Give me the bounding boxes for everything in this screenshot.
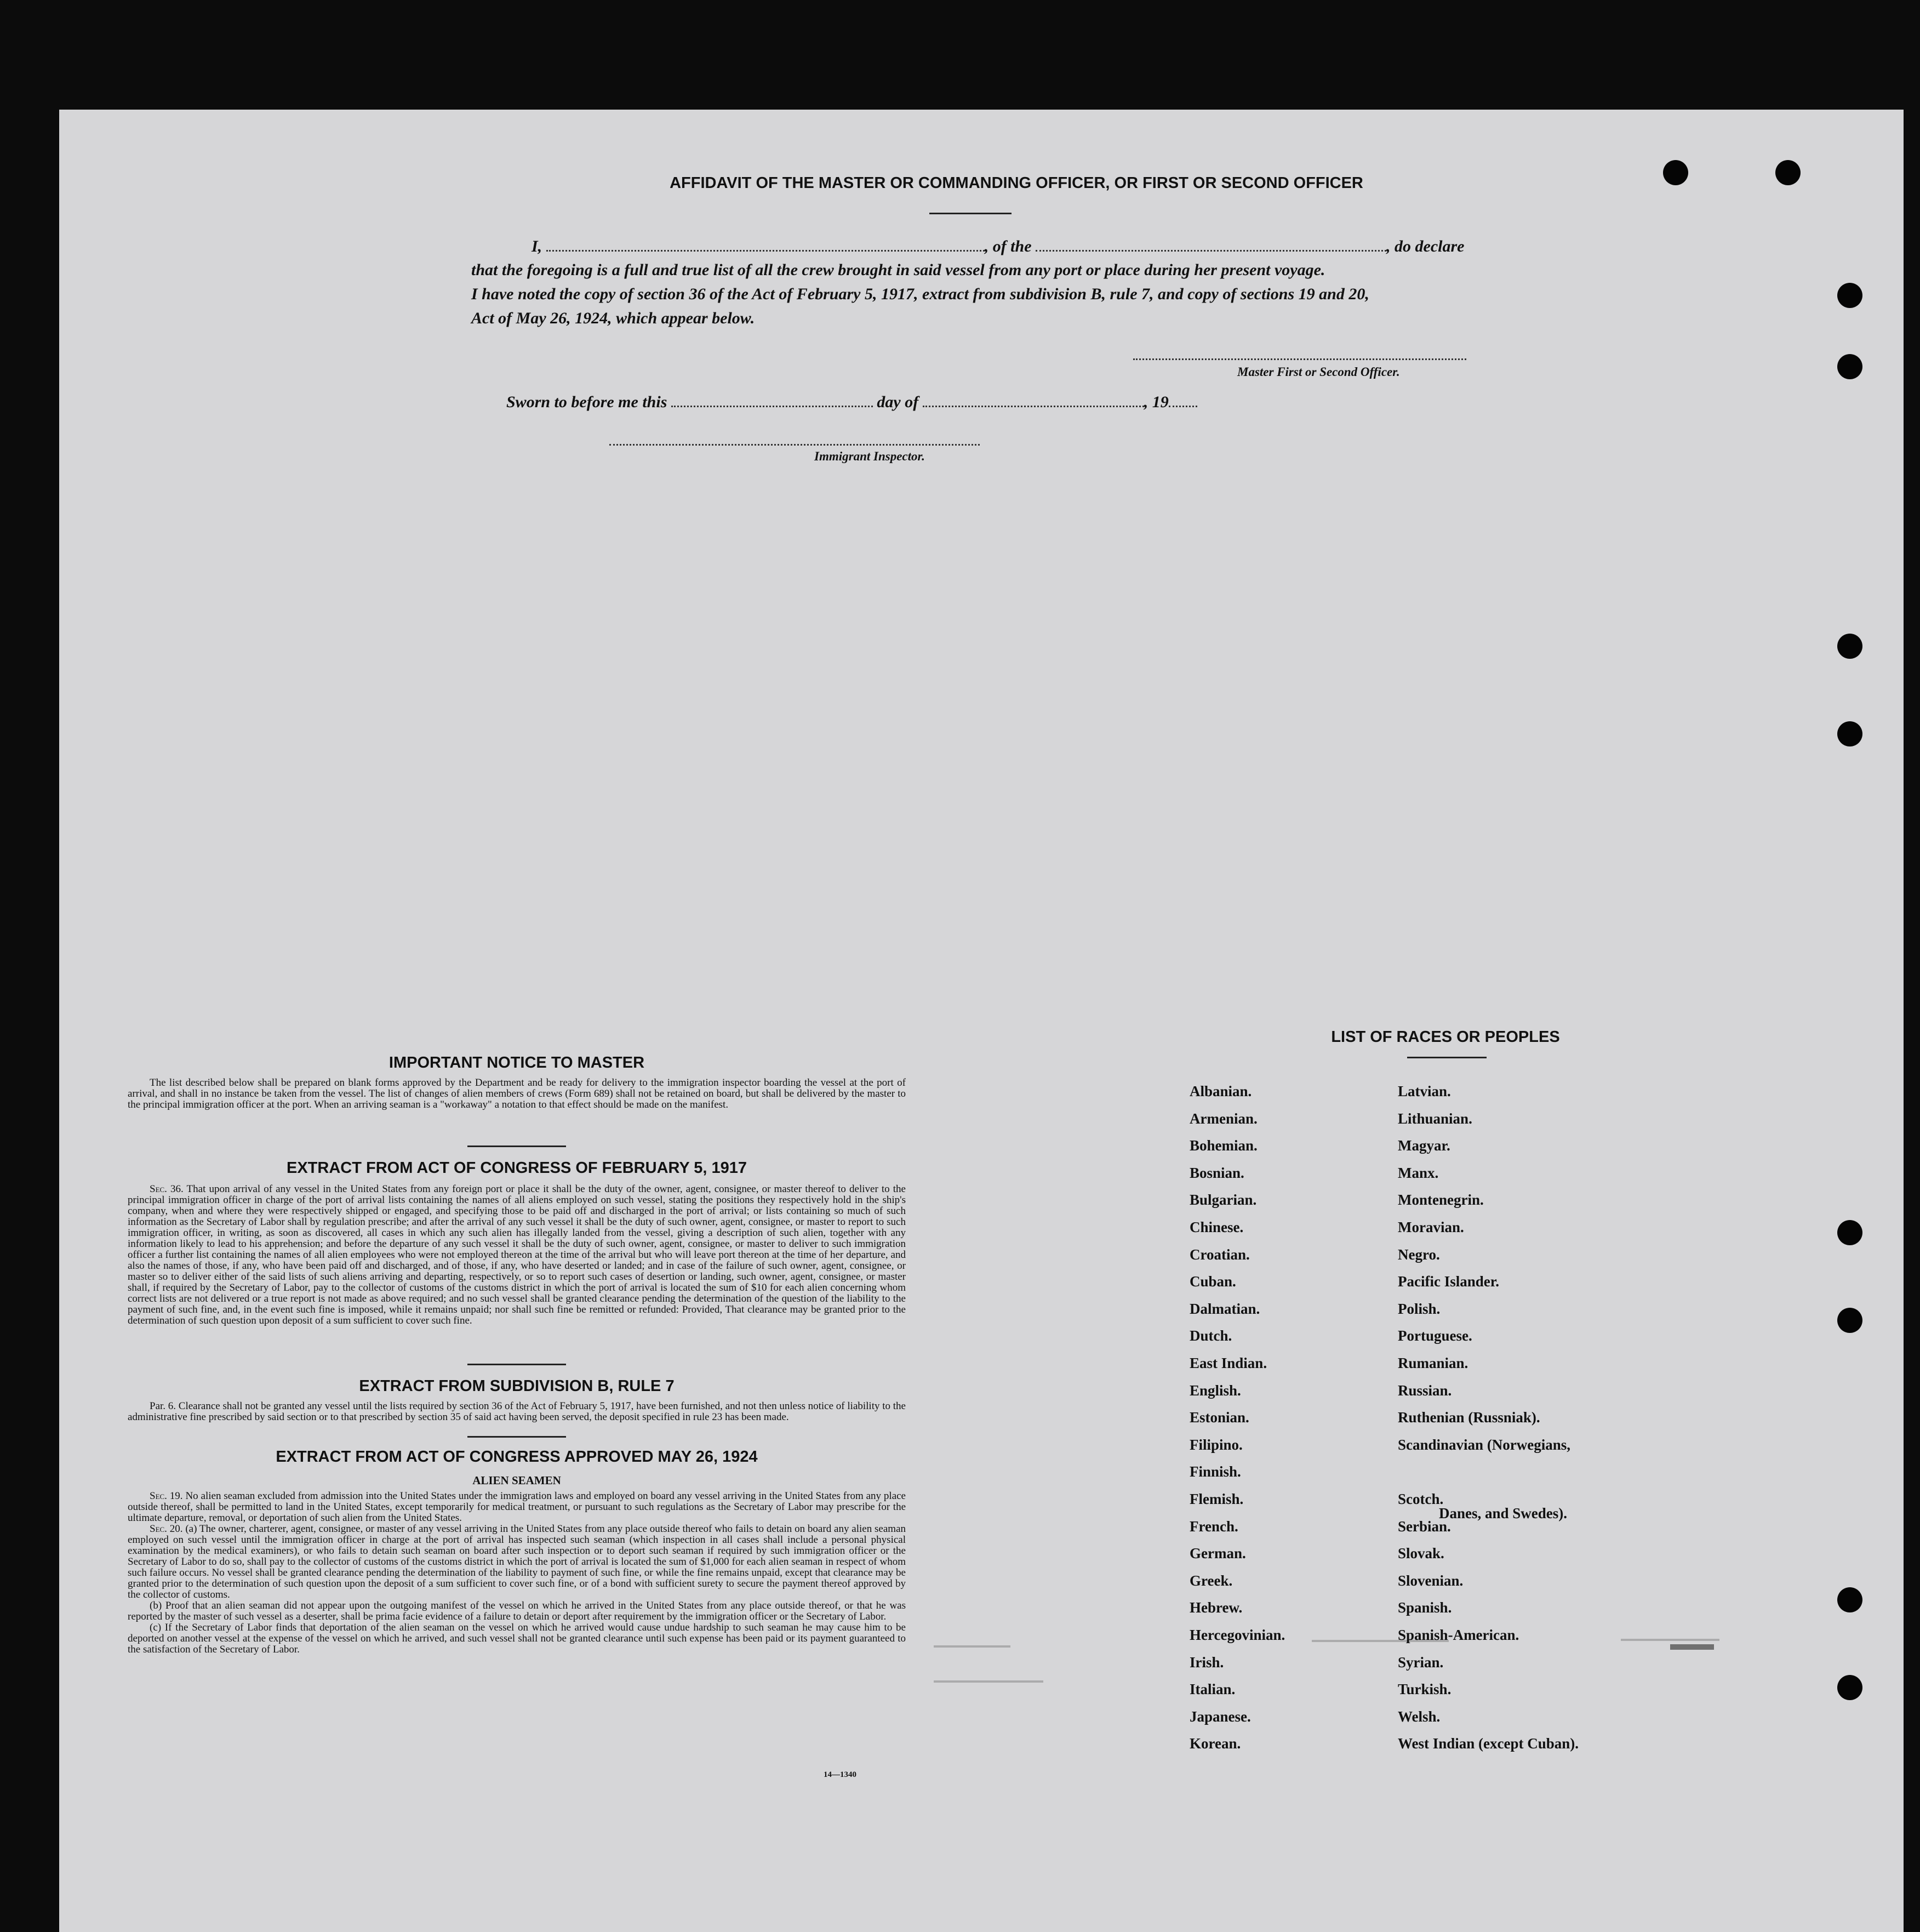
extract-1917-text — [128, 1184, 906, 1326]
race-item: Ruthenian (Russniak). — [1398, 1409, 1540, 1426]
races-title: LIST OF RACES OR PEOPLES — [1331, 1028, 1560, 1046]
race-item: Turkish. — [1398, 1681, 1452, 1697]
bleed-through-scribble — [1670, 1644, 1714, 1650]
race-item: Chinese. — [1190, 1219, 1244, 1235]
race-item: Dutch. — [1190, 1327, 1232, 1344]
section-rule — [467, 1145, 566, 1147]
declarant-name-field[interactable] — [546, 237, 985, 252]
race-item: Bulgarian. — [1190, 1192, 1257, 1208]
bleed-through-scribble — [934, 1645, 1010, 1648]
affidavit-line-2: that the foregoing is a full and true list of all the crew brought in said vessel from any port or place during her present voyage. — [471, 261, 1325, 279]
bleed-through-scribble — [1621, 1639, 1719, 1641]
bleed-through-scribble — [934, 1680, 1043, 1683]
sworn-label: Sworn to before me this — [506, 393, 667, 411]
sworn-month-field[interactable] — [923, 392, 1144, 407]
extract-1917-title: EXTRACT FROM ACT OF CONGRESS OF FEBRUARY 5, 1917 — [286, 1159, 747, 1177]
race-item: Rumanian. — [1398, 1355, 1468, 1371]
section-rule — [467, 1436, 566, 1438]
race-item: Estonian. — [1190, 1409, 1249, 1426]
race-item: English. — [1190, 1382, 1241, 1399]
race-item: Italian. — [1190, 1681, 1236, 1697]
sec-19-paragraph — [128, 1491, 906, 1524]
race-item: Lithuanian. — [1398, 1110, 1472, 1127]
race-item: Montenegrin. — [1398, 1192, 1484, 1208]
inspector-signature-line[interactable] — [609, 444, 980, 446]
race-item: Latvian. — [1398, 1083, 1451, 1099]
races-title-rule — [1407, 1057, 1487, 1058]
sworn-day-field[interactable] — [671, 392, 873, 407]
race-item: Filipino. — [1190, 1437, 1243, 1453]
sec-19-text: No alien seaman excluded from admission into the United States under the immigration laws and employed on board any vessel arriving in the United States from any place outside thereof, shall be permitted to land in the United States, except temporarily for medical treatment, or pursuant to such regulations as the Secretary of Labor may prescribe for the ultimate departure, removal, or deportation of such alien from the United States. — [128, 1490, 906, 1524]
vessel-name-field[interactable] — [1036, 237, 1386, 252]
race-item: East Indian. — [1190, 1355, 1267, 1371]
sec-36-label: Sec. 36. — [150, 1183, 184, 1195]
sworn-year-field[interactable] — [1169, 392, 1197, 407]
document-page — [59, 110, 1904, 1932]
punch-hole — [1837, 1675, 1862, 1700]
race-item: Manx. — [1398, 1165, 1439, 1181]
affidavit-line-4: Act of May 26, 1924, which appear below. — [471, 309, 755, 327]
affidavit-line-1 — [471, 237, 1464, 256]
race-item: Hebrew. — [1190, 1599, 1243, 1616]
sec-20b-paragraph: (b) Proof that an alien seaman did not appear upon the outgoing manifest of the vessel on which he arrived in the United States from any place outside thereof, or that he was reported by the master of such vessel as a deserter, shall be prima facie evidence of a failure to detain or deport after requirement by the immigration officer or the Secretary of Labor. — [128, 1600, 906, 1622]
notice-text — [128, 1078, 906, 1110]
punch-hole — [1837, 721, 1862, 746]
master-signature-label: Master First or Second Officer. — [1237, 365, 1400, 379]
race-item: Dalmatian. — [1190, 1301, 1260, 1317]
race-item: Scandinavian (Norwegians, — [1398, 1437, 1571, 1453]
race-item: Polish. — [1398, 1301, 1441, 1317]
affidavit-title: AFFIDAVIT OF THE MASTER OR COMMANDING OFFICER, OR FIRST OR SECOND OFFICER — [670, 174, 1363, 192]
race-item: Greek. — [1190, 1572, 1233, 1589]
race-item: Bohemian. — [1190, 1137, 1258, 1154]
declarant-label: I, — [532, 237, 542, 255]
year-label: , 19 — [1144, 393, 1169, 411]
notice-paragraph: The list described below shall be prepared on blank forms approved by the Department and be ready for delivery to the immigration inspector boarding the vessel at the port of arrival, and shall in no instance be taken from the vessel. The list of changes of alien members of crews (Form 689) shall not be retained on board, but shall be delivered by the master to the principal immigration officer at the port. When an arriving seaman is a "workaway" a notation to that effect should be made on the manifest. — [128, 1077, 906, 1110]
race-item: Spanish. — [1398, 1599, 1452, 1616]
race-item: Croatian. — [1190, 1246, 1250, 1263]
race-item: Magyar. — [1398, 1137, 1450, 1154]
sec-36-paragraph — [128, 1184, 906, 1326]
sec-20a-text: (a) The owner, charterer, agent, consignee, or master of any vessel arriving in the United States from any place outside thereof who fails to detain on board any alien seaman employed on such vessel until the immigration officer in charge at the port of arrival has inspected such seaman (which inspection in all cases shall include a personal physical examination by the medical examiners), or who fails to detain such seaman on board after such inspection or to deport such seaman if required by such immigration officer or the Secretary of Labor to do so, shall pay to the collector of customs of the customs district in which the port of arrival is located the sum of $1,000 for each alien seaman in respect of whom such failure occurs. No vessel shall be granted clearance pending the determination of the liability to payment of such fine, or while the fine remains unpaid, except that clearance may be granted prior to the determination of such question upon the deposit of a sum sufficient to cover such fine, or of a bond with sufficient surety to secure the payment thereof approved by the collector of customs. — [128, 1523, 906, 1600]
day-of-label: day of — [877, 393, 919, 411]
rule7-title: EXTRACT FROM SUBDIVISION B, RULE 7 — [359, 1377, 675, 1395]
punch-hole — [1837, 354, 1862, 379]
race-item: Armenian. — [1190, 1110, 1258, 1127]
race-item: Negro. — [1398, 1246, 1440, 1263]
race-item: Korean. — [1190, 1735, 1241, 1752]
punch-hole — [1837, 1587, 1862, 1612]
race-item: Portuguese. — [1398, 1327, 1472, 1344]
race-item: Bosnian. — [1190, 1165, 1244, 1181]
inspector-label: Immigrant Inspector. — [814, 449, 925, 463]
sec-20c-paragraph: (c) If the Secretary of Labor finds that deportation of the alien seaman on the vessel on which he arrived would cause undue hardship to such seaman he may cause him to be deported on another vessel at the expense of the vessel on which he arrived, and such vessel shall not be granted clearance until such expense has been paid or its payment guaranteed to the satisfaction of the Secretary of Labor. — [128, 1622, 906, 1655]
race-item: Albanian. — [1190, 1083, 1252, 1099]
race-scandinavian-continued: Danes, and Swedes). — [1439, 1505, 1568, 1521]
race-item: Moravian. — [1398, 1219, 1464, 1235]
sec-20a-paragraph — [128, 1524, 906, 1600]
punch-hole — [1837, 634, 1862, 659]
master-signature-line[interactable] — [1133, 358, 1466, 360]
do-declare-label: , do declare — [1386, 237, 1465, 255]
punch-hole — [1837, 1220, 1862, 1245]
title-rule — [929, 213, 1012, 214]
race-item: Finnish. — [1190, 1463, 1241, 1480]
race-item: Japanese. — [1190, 1708, 1251, 1725]
race-item: French. — [1190, 1518, 1238, 1535]
race-item: Irish. — [1190, 1654, 1224, 1671]
race-item: Slovenian. — [1398, 1572, 1464, 1589]
section-rule — [467, 1364, 566, 1365]
rule7-text — [128, 1401, 906, 1423]
punch-hole — [1837, 283, 1862, 308]
alien-seamen-subtitle: ALIEN SEAMEN — [472, 1474, 561, 1487]
sec-20-label: Sec. 20. — [150, 1523, 183, 1535]
form-number: 14—1340 — [824, 1770, 856, 1779]
race-item: Pacific Islander. — [1398, 1273, 1499, 1290]
race-item: Spanish-American. — [1398, 1627, 1519, 1643]
affidavit-line-3: I have noted the copy of section 36 of the Act of February 5, 1917, extract from subdivision B, rule 7, and copy of sections 19 and 20, — [471, 285, 1369, 303]
race-item: Slovak. — [1398, 1545, 1444, 1561]
sworn-line — [506, 392, 1197, 412]
race-item: Syrian. — [1398, 1654, 1444, 1671]
of-the-label: , of the — [984, 237, 1032, 255]
punch-hole — [1663, 160, 1688, 185]
notice-title: IMPORTANT NOTICE TO MASTER — [388, 1054, 645, 1072]
sec-36-text: That upon arrival of any vessel in the United States from any foreign port or place it shall be the duty of the owner, agent, consignee, or master thereof to deliver to the principal immigration officer in charge of the port of arrival lists containing the names of all aliens employed on such vessel, stating the positions they respectively hold in the ship's company, when and where they were respectively shipped or engaged, and specifying those to be paid off and discharged in the port of arrival; or lists containing so much of such information as the Secretary of Labor shall by regulation prescribe; and after the arrival of any such vessel it shall be the duty of such owner, agent, consignee, or master to report to such immigration officer, in writing, as soon as discovered, all cases in which any such alien has illegally landed from the vessel, giving a description of such alien, together with any information likely to lead to his apprehension; and before the departure of any such vessel it shall be the duty of such owner, agent, consignee, or master to deliver to such immigration officer a further list containing the names of all alien employees who were not employed thereon at the time of the arrival but who will leave port thereon at the time of her departure, and also the names of those, if any, who have been paid off and discharged, and of those, if any, who have deserted or landed; and in case of the failure of such owner, agent, consignee, or master so to deliver either of the said lists of such aliens arriving and departing, respectively, or so to report such cases of desertion or landing, such owner, agent, consignee, or master shall, if required by the Secretary of Labor, pay to the collector of customs of the customs district in which the port of arrival is located the sum of $10 for each alien concerning whom correct lists are not delivered or a true report is not made as above required; and no such vessel shall be granted clearance pending the determination of the question of the liability to the payment of such fine, and, in the event such fine is imposed, while it remains unpaid; nor shall such fine be remitted or refunded: Provided, That clearance may be granted prior to the determination of such question upon deposit of a sum sufficient to cover such fine. — [128, 1183, 906, 1326]
sec-19-label: Sec. 19. — [150, 1490, 183, 1502]
race-item: Russian. — [1398, 1382, 1452, 1399]
race-item: German. — [1190, 1545, 1246, 1561]
rule7-paragraph: Par. 6. Clearance shall not be granted any vessel until the lists required by section 36 of the Act of February 5, 1917, have been furnished, and not then unless notice of liability to the administrative fine prescribed by said section or to that prescribed by section 35 of said act having been served, the deposit specified in rule 23 has been made. — [128, 1400, 906, 1423]
punch-hole — [1775, 160, 1801, 185]
race-item: Cuban. — [1190, 1273, 1236, 1290]
race-item: Serbian. — [1398, 1518, 1451, 1535]
race-item: Hercegovinian. — [1190, 1627, 1285, 1643]
race-item: Welsh. — [1398, 1708, 1441, 1725]
race-item: Flemish. — [1190, 1491, 1244, 1507]
punch-hole — [1837, 1308, 1862, 1333]
extract-1924-text — [128, 1491, 906, 1655]
extract-1924-title: EXTRACT FROM ACT OF CONGRESS APPROVED MAY 26, 1924 — [276, 1448, 758, 1466]
race-item: West Indian (except Cuban). — [1398, 1735, 1579, 1752]
race-item: Scotch. — [1398, 1491, 1444, 1507]
